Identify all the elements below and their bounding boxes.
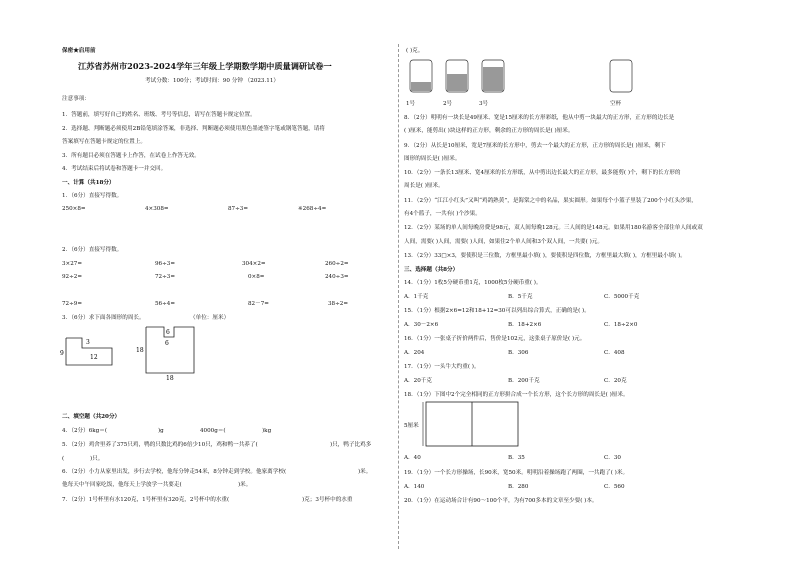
q7-part: )克；3号杯中的水重: [302, 497, 353, 503]
q2-item: 3×27=: [62, 261, 83, 267]
q15-option[interactable]: B．18+2×6: [508, 322, 542, 328]
confidential-label: 保密★启用前: [62, 48, 96, 54]
note-item: 1．答题前，填写好自己的姓名、班级、考号等信息，请写在答题卡规定位置。: [62, 112, 256, 118]
q8-line: 8．（2分）明明有一块长是49厘米、宽是15厘米的长方形彩纸，他从中剪一块最大的正方形，正方形的边长是: [404, 115, 675, 121]
q6-part: )米。: [238, 482, 252, 488]
q18-option[interactable]: C．30: [604, 455, 621, 461]
l-shape-figure: [60, 330, 120, 368]
q19-option[interactable]: A．140: [404, 484, 425, 490]
cups-figure: [404, 56, 634, 100]
cup-label: 空杯: [610, 101, 622, 107]
q20-stem: 20．（1分）在运动场合计有90～100个平，为有700多本的文章至少要( )本。: [404, 498, 598, 504]
fig2-label: 18: [166, 375, 174, 382]
cup3-water: [483, 67, 503, 91]
section-heading-calc: 一、计算（共18分）: [62, 180, 115, 186]
fig1-label: 12: [90, 354, 98, 361]
cup2-water: [447, 74, 467, 91]
q5-part: )只。: [90, 456, 104, 462]
q15-option[interactable]: A．30－2×6: [404, 322, 439, 328]
q10-line: 10．（2分）一条长13厘米、宽4厘米的长方形纸，从中剪出边长最大的正方形，最多能剪( )个，剩下的长方形的: [404, 170, 681, 176]
q5-part: (: [62, 456, 65, 462]
cup-label: 1号: [406, 101, 416, 107]
column-divider: [398, 44, 399, 549]
note-item: 答案填写在答题卡规定的位置上。: [62, 139, 146, 145]
q4-part: )g: [158, 428, 164, 434]
q17-option[interactable]: A．20千克: [404, 378, 432, 384]
q18-stem: 18．（1分）下图中2个完全相同的正方形拼合成一个长方形，这个长方形的周长是( )厘米。: [404, 392, 629, 398]
q16-stem: 16．（1分）一张桌子折价两件后，售价是102元，这张桌子原价是( )元。: [404, 336, 586, 342]
q18-option[interactable]: B．35: [508, 455, 525, 461]
section-heading-fill: 二、填空题（共20分）: [62, 414, 121, 420]
q17-stem: 17．（1分）一头牛大约重( )。: [404, 364, 480, 370]
q4-part: )kg: [262, 428, 272, 434]
q2-item: 56÷4=: [155, 301, 176, 307]
q16-option[interactable]: B．306: [508, 350, 529, 356]
q2-item: 82－7=: [248, 301, 269, 307]
cup-label: 3号: [479, 101, 489, 107]
q19-option[interactable]: B．280: [508, 484, 529, 490]
fig2-label: 6: [165, 340, 169, 347]
notched-figure: [132, 323, 202, 383]
q1-item: 250×8=: [62, 206, 86, 212]
q9-line: 9．（2分）从长是10厘米，宽是7厘米的长方形中，剪去一个最大的正方形，正方形的周长是( )厘米，剩下: [404, 143, 666, 149]
q1-item: ※268÷4=: [298, 206, 327, 212]
q2-item: 96÷3=: [155, 261, 176, 267]
q14-option[interactable]: C．5000千克: [604, 294, 640, 300]
q17-option[interactable]: B．200千克: [508, 378, 540, 384]
fig1-label: 9: [60, 350, 64, 357]
q12-line: 12．（2分）某场的单人间每晚房费是98元，双人间每晚128元。三人间的是148元。如果用180名游客全部住单人间或双: [404, 225, 703, 231]
q2-item: 38÷2=: [328, 301, 349, 307]
q7-part: 7．（2分）1号杯里有水120克，1号杯里有320克，2号杯中的水重(: [62, 497, 230, 503]
q7-continued: ( )克。: [406, 48, 424, 54]
q12-line: 人间，需要( )人间，需要( )人间，如果住2个单人间和3个双人间，一共要( )元。: [404, 239, 603, 245]
note-item: 2．选择题、判断题必须使用2B铅笔填涂答案，非选择、判断题必须使用黑色墨迹签字笔或钢笔答题，请将: [62, 126, 325, 132]
q11-line: 有4个篮子，一共有( )个沙果。: [404, 211, 481, 217]
q19-option[interactable]: C．560: [604, 484, 625, 490]
q6-part: 6．（2分）小力从家里出发，步行去学校，他每分钟走54米，8分钟走到学校。他家离学校(: [62, 469, 287, 475]
q1-item: 87÷3=: [228, 206, 249, 212]
q18-option[interactable]: A．40: [404, 455, 421, 461]
q5-part: )只，鸭子比鸡多: [330, 442, 372, 448]
q6-part: 他每天中午回家吃饭，他每天上学放学一共要走(: [62, 482, 182, 488]
q16-option[interactable]: A．204: [404, 350, 425, 356]
q5-part: 5．（2分）鸡舍里养了375只鸡，鸭的只数比鸡的6倍少10只，鸡和鸭一共养了(: [62, 442, 258, 448]
q15-stem: 15．（1分）根据2×6=12和18+12=30可以列出综合算式，正确的是( )。: [404, 308, 590, 314]
q6-part: )米。: [358, 469, 372, 475]
cup-label: 2号: [443, 101, 453, 107]
exam-title: 江苏省苏州市2023-2024学年三年级上学期数学期中质量调研试卷一: [78, 61, 332, 71]
q14-option[interactable]: A．1千克: [404, 294, 429, 300]
q2-item: 260÷2=: [325, 261, 349, 267]
q19-stem: 19．（1分）一个长方形操场，长90米，宽50米。明明沿着操场跑了两圈，一共跑了( )米。: [404, 470, 629, 476]
q1-item: 4×308=: [145, 206, 169, 212]
fig2-label: 18: [136, 347, 144, 354]
q14-option[interactable]: B．5千克: [508, 294, 533, 300]
q2-item: 240÷3=: [325, 274, 349, 280]
q2-stem: 2．（6分）直接写得数。: [62, 247, 123, 253]
q3-stem: 3．（6分）求下面各图形的周长。: [62, 315, 145, 321]
cup1-water: [411, 82, 431, 91]
q10-line: 周长是( )厘米。: [404, 183, 444, 189]
q13-line: 13．（2分）33□×3，要使积是三位数，方框里最小填( )，要使积是四位数，方框里最大填( )，方框里最小填( )。: [404, 253, 686, 259]
q2-item: 0×8=: [248, 274, 265, 280]
q18-side-label: 5厘米: [404, 423, 419, 429]
two-squares-figure: [404, 400, 524, 450]
q2-item: 72÷9=: [62, 301, 83, 307]
q2-item: 92÷2=: [62, 274, 83, 280]
note-item: 3．所有题目必须在答题卡上作答，在试卷上作答无效。: [62, 153, 200, 159]
q16-option[interactable]: C．408: [604, 350, 625, 356]
q15-option[interactable]: C．18÷2×0: [604, 322, 638, 328]
q2-item: 304×2=: [242, 261, 266, 267]
q11-line: 11．（2分）“江江小红头”又叫“鸡鸽熟黄”，是海棠之中的名品，果实圆形。如果每个小篮子里装了200个小红头沙果，: [404, 198, 697, 204]
q4-part: 4．（2分）6kg＝(: [62, 428, 107, 434]
exam-info: 考试分数：100分；考试时间：90 分钟 （2023.11）: [145, 78, 279, 84]
q9-line: 图形的周长是( )厘米。: [404, 156, 461, 162]
q17-option[interactable]: C．20克: [604, 378, 627, 384]
q14-stem: 14．（1分）1枚5分硬币重1克，1000枚5分硬币重( )。: [404, 280, 542, 286]
note-item: 4．考试结束后将试卷和答题卡一并交回。: [62, 166, 167, 172]
notes-heading: 注意事项：: [62, 96, 90, 102]
section-heading-choice: 三、选择题（共8分）: [404, 267, 459, 273]
q4-part: 4000g＝(: [200, 428, 226, 434]
q1-stem: 1．（6分）直接写得数。: [62, 193, 123, 199]
fig2-label: 6: [166, 329, 170, 336]
q2-item: 72÷3=: [155, 274, 176, 280]
q3-unit: （单位：厘米）: [190, 315, 230, 321]
q8-line: ( )厘米，能剪出( )块这样的正方形，剩余的正方形的周长是( )厘米。: [404, 128, 574, 134]
fig1-label: 3: [86, 339, 90, 346]
